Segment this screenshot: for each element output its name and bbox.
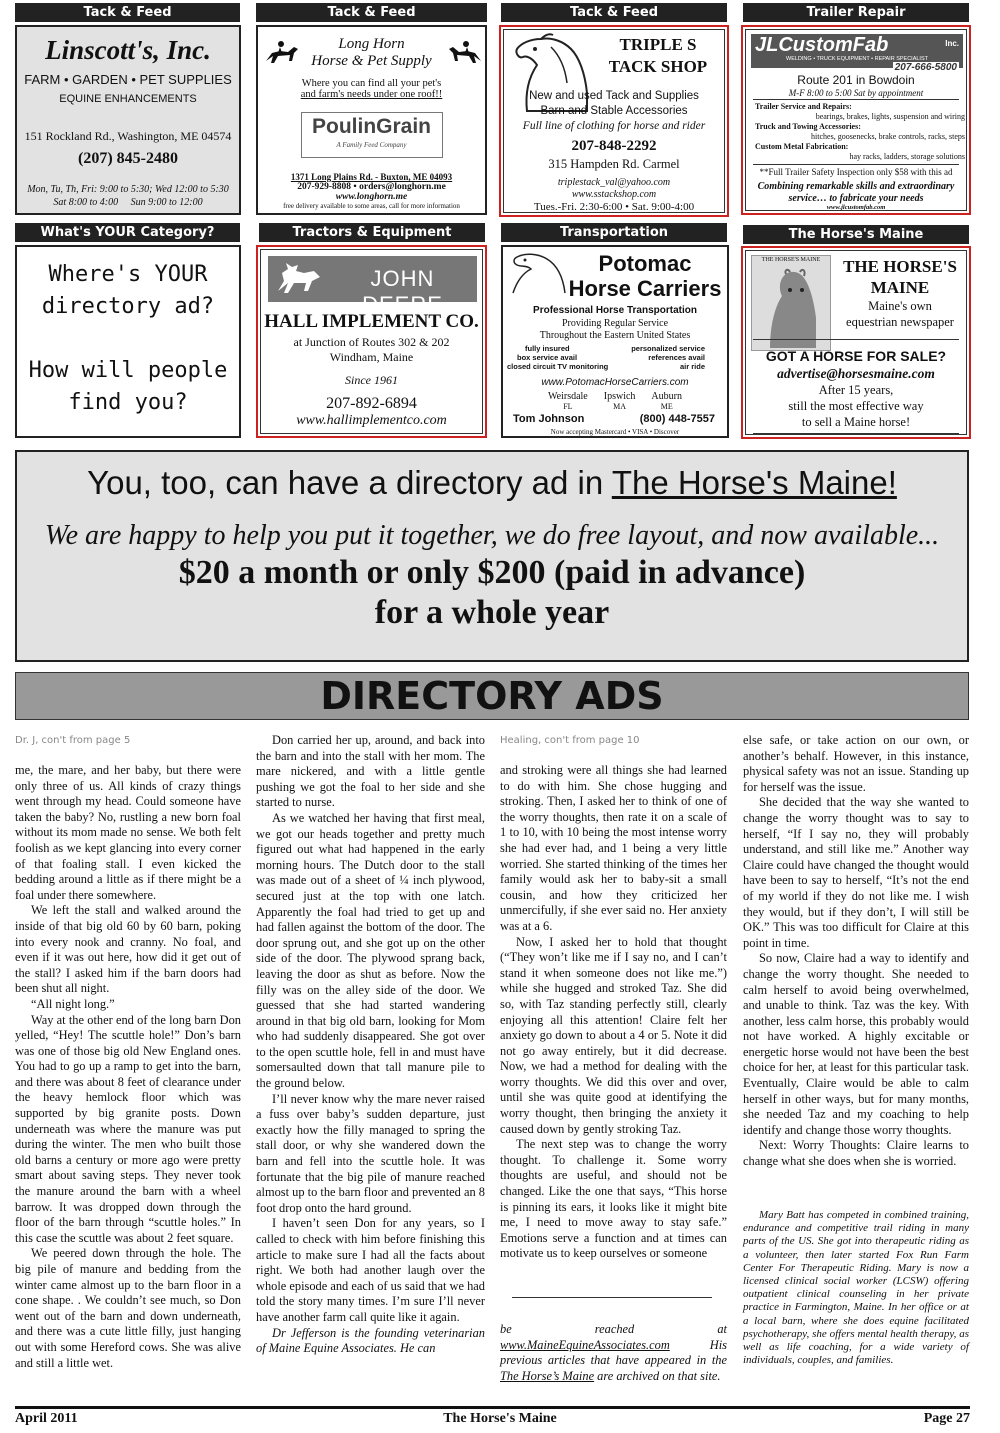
article-column-4 xyxy=(743,733,969,1170)
author-bio: Mary Batt has competed in combined training, endurance and competitive trail riding in many parts of the US. She got into therapeutic riding as a volunteer, then later started Fox Run Farm Center For Therapeutic Riding. Mary is now a licensed clinical social worker (LCSW) offering outpatient clinical counseling in her private practice in Farmington, Maine. In her office or at a local barn, where she does equine facilitated psychotherapy, she offers mental health therapy, as well as life coaching, for a wide variety of individuals, couples, and families. xyxy=(743,1209,969,1367)
jlcustomfab-service-detail: hitches, goosenecks, brake controls, racks, steps xyxy=(811,132,965,141)
linscotts-name: Linscott's, Inc. xyxy=(45,35,211,65)
jlcustomfab-divider xyxy=(753,164,959,165)
triples-web: www.sstackshop.com xyxy=(571,189,657,200)
ad-longhorn[interactable] xyxy=(256,25,487,215)
category-header-whats-your-category: What's YOUR Category? xyxy=(15,223,240,242)
category-header-tack-feed-1: Tack & Feed xyxy=(15,3,240,22)
triples-hours: Tues.-Fri. 2:30-6:00 • Sat. 9:00-4:00 xyxy=(533,201,695,213)
hall-web: www.hallimplementco.com xyxy=(296,413,447,428)
category-header-tractors-equipment: Tractors & Equipment xyxy=(259,223,485,242)
jlcustomfab-web: www.jlcustomfab.com xyxy=(826,204,886,211)
john-deere-logo-text: JOHN DEERE xyxy=(362,266,443,317)
article-paragraph: Don carried her up, around, and back into the barn and into the stall with her mom. The mare nickered, and with a little gentle pushing we got the foal to her side and she started to nurse. xyxy=(256,733,485,810)
potomac-locations xyxy=(503,392,727,412)
article-column-1 xyxy=(15,763,241,1371)
hall-since: Since 1961 xyxy=(345,373,398,387)
ad-potomac-horse-carriers[interactable] xyxy=(501,245,729,438)
hall-phone: 207-892-6894 xyxy=(326,395,417,412)
hall-name: HALL IMPLEMENT CO. xyxy=(264,311,479,332)
author-bio-text: are archived on that site. xyxy=(594,1368,721,1383)
potomac-feature: closed circuit TV monitoring xyxy=(507,362,609,371)
linscotts-address: 151 Rockland Rd., Washington, ME 04574 xyxy=(24,129,232,143)
footer-page-number: Page 27 xyxy=(923,1411,970,1426)
potomac-location-state: FL xyxy=(563,402,573,411)
continued-from-label: Healing, con't from page 10 xyxy=(500,735,640,746)
potomac-feature: box service avail xyxy=(517,353,578,362)
wheres-your-line3: How will people xyxy=(28,358,228,383)
article-paragraph: Now, I asked her to hold that thought (“They won’t like me if I say no, and I can’t stand it when someone does not like me.”) while she hugged and stroked Taz. She did so, with Taz standing perfectly still, clearly enjoying all this attention! Claire felt her anxiety go down to about a 4 or 5. Note it did not go away entirely, but it did decrease. Now, we had a method for dealing with the worry thoughts. We did this over and over, until she was quite good at identifying the worry thought, then bringing the anxiety it caused down by gently stroking Taz. xyxy=(500,934,727,1136)
ad-linscotts[interactable] xyxy=(15,25,241,215)
author-bio xyxy=(500,1322,727,1384)
promo-price: $20 a month or only $200 (paid in advance) xyxy=(178,554,806,591)
potomac-feature: fully insured xyxy=(525,344,570,353)
horsesmaine-after3: to sell a Maine horse! xyxy=(801,415,911,429)
ad-jl-custom-fab[interactable] xyxy=(741,25,971,215)
jlcustomfab-logo-text: JLCustomFab xyxy=(755,34,889,56)
triples-phone: 207-848-2292 xyxy=(571,138,657,154)
jlcustomfab-hours: M-F 8:00 to 5:00 Sat by appointment xyxy=(788,88,924,98)
jlcustomfab-service-heading: Custom Metal Fabrication: xyxy=(755,142,849,151)
longhorn-web: www.longhorn.me xyxy=(335,192,408,202)
article-paragraph: me, the mare, and her baby, but there were only three of us. All kinds of crazy things went through my head. Could someone have taken the baby? No, rustling a new born foal without its mom made no sense. We both felt foolish as we kept glancing into every corner of that foaling stall. I even kicked the bedding around a little as if there might be a foal under there somewhere. xyxy=(15,763,241,902)
linscotts-hours1: Mon, Tu, Th, Fri: 9:00 to 5:30; Wed 12:00 to 5:30 xyxy=(27,184,229,195)
promo-headline xyxy=(17,464,967,502)
longhorn-tag1: Where you can find all your pet's xyxy=(301,78,442,89)
jlcustomfab-route: Route 201 in Bowdoin xyxy=(797,73,915,87)
jlcustomfab-logo-phone: 207-666-5800 xyxy=(894,62,957,73)
longhorn-name2: Horse & Pet Supply xyxy=(311,53,432,69)
footer-rule xyxy=(15,1406,970,1409)
promo-line2: We are happy to help you put it together, we do free layout, and now available... xyxy=(44,520,940,551)
potomac-name1: Potomac xyxy=(598,251,692,276)
jlcustomfab-tag1: Combining remarkable skills and extraordinary xyxy=(757,181,955,192)
jlcustomfab-special: **Full Trailer Safety Inspection only $58 with this ad xyxy=(759,167,953,177)
jlcustomfab-service-heading: Truck and Towing Accessories: xyxy=(755,122,861,131)
triples-email: triplestack_val@yahoo.com xyxy=(557,177,671,188)
ad-hall-implement[interactable] xyxy=(256,245,487,438)
longhorn-phone-email: 207-929-8808 • orders@longhorn.me xyxy=(297,182,446,192)
jlcustomfab-logo-sub: WELDING • TRUCK EQUIPMENT • REPAIR SPECIALIST xyxy=(786,56,928,62)
category-header-transportation: Transportation xyxy=(501,223,727,242)
promo-year: for a whole year xyxy=(374,594,610,631)
horse-rider-icon xyxy=(264,37,300,67)
category-header-tack-feed-3: Tack & Feed xyxy=(501,3,727,22)
continued-from-label: Dr. J, con't from page 5 xyxy=(15,735,131,746)
author-bio-text: His previous articles that have appeared in the xyxy=(500,1337,727,1368)
deer-icon xyxy=(274,261,322,297)
potomac-location-state: MA xyxy=(613,402,627,411)
article-paragraph: She decided that the way she wanted to change the worry thought was to say to herself, “If I say no, they will probably understand, and still like me.” Another way Claire could have changed the thought would have been to say to herself, “It’s not the end of my world if they do not like me. I wish they would, but if they don’t, I will still be OK.” This was too difficult for Claire at this point in time. xyxy=(743,795,969,950)
newspaper-cover-image xyxy=(751,255,831,351)
potomac-location: Ipswich xyxy=(603,391,636,402)
horsesmaine-divider xyxy=(753,339,959,340)
horsesmaine-name1: THE HORSE'S xyxy=(843,257,957,276)
hall-address1: at Junction of Routes 302 & 202 xyxy=(293,335,450,349)
potomac-feature: air ride xyxy=(679,362,705,371)
jlcustomfab-service-detail: bearings, brakes, lights, suspension and wiring xyxy=(815,112,965,121)
article-paragraph: Next: Worry Thoughts: Claire learns to change what she does when she is worried. xyxy=(743,1138,969,1169)
category-header-trailer-repair: Trailer Repair xyxy=(743,3,969,22)
horse-head-icon xyxy=(507,251,569,295)
potomac-phone: (800) 448-7557 xyxy=(639,413,715,425)
triples-name1: TRIPLE S xyxy=(619,35,697,54)
potomac-contact: Tom Johnson xyxy=(513,413,585,425)
triples-line2: Barn and Stable Accessories xyxy=(540,105,688,117)
ad-triple-s[interactable] xyxy=(499,25,729,217)
horse-rider-icon xyxy=(447,37,483,67)
potomac-features xyxy=(507,344,723,371)
potomac-service2: Throughout the Eastern United States xyxy=(539,330,691,341)
wheres-your-line4: find you? xyxy=(68,390,188,415)
potomac-cards: Now accepting Mastercard • VISA • Discover xyxy=(550,428,680,436)
horsesmaine-divider xyxy=(753,433,959,434)
category-header-horses-maine: The Horse's Maine xyxy=(743,225,969,244)
article-paragraph: else safe, or take action on our own, or another’s behalf. However, in this instance, physical safety was not an issue. Standing up for herself was the issue. xyxy=(743,733,969,794)
horsesmaine-tag1: Maine's own xyxy=(868,299,932,313)
article-paragraph: The next step was to change the worry thought. To challenge it. Some worry thoughts are useful, and should not be changed. Like the one that says, “This horse is pinning its ears, it looks like it might bite me, I need to move away to stay safe.” Emotions serve a function and at times can motivate us to keep ourselves or someone xyxy=(500,1137,727,1261)
article-paragraph: I’ll never know why the mare never raised a fuss over baby’s sudden departure, just exactly how the filly managed to spring the stall door, or why she wandered down the barn and fell into the scuttle hole. It was fortunate that the big pile of manure reached almost up to the barn floor and prevented an 8 foot drop onto the hard ground. xyxy=(256,1091,485,1215)
author-bio-text: be reached at xyxy=(500,1322,727,1336)
article-column-2 xyxy=(256,733,485,1357)
horsesmaine-tag2: equestrian newspaper xyxy=(846,315,954,329)
triples-line3: Full line of clothing for horse and rider xyxy=(522,120,706,132)
jlcustomfab-tag2: service… to fabricate your needs xyxy=(788,193,924,204)
author-bio-column-3 xyxy=(500,1322,727,1384)
promo-headline-link: The Horse's Maine! xyxy=(611,464,897,501)
article-paragraph: “All night long.” xyxy=(31,996,115,1011)
triples-line1: New and used Tack and Supplies xyxy=(529,90,699,102)
poulin-grain-logo xyxy=(301,112,443,158)
article-paragraph: So now, Claire had a way to identify and change the worry thought. She needed to calm herself to avoid being overwhelmed, and unable to think. Taz was the key. With another, less calm horse, this probably would not have worked. A highly excitable or energetic horse would not have been the best choice for her, at least for this particular task. Eventually, Claire would be able to calm herself in other ways, but for many months, she needed Taz and my coaching to help identify and change those worry thoughts. xyxy=(743,951,969,1137)
jlcustomfab-service-detail: hay racks, ladders, storage solutions xyxy=(849,152,965,161)
longhorn-address: 1371 Long Plains Rd. - Buxton, ME 04093 xyxy=(290,172,453,182)
author-bio-link[interactable]: www.MaineEquineAssociates.com xyxy=(500,1337,670,1352)
footer-date: April 2011 xyxy=(15,1411,78,1426)
hall-address2: Windham, Maine xyxy=(329,350,414,364)
linscotts-hours2: Sat 8:00 to 4:00 Sun 9:00 to 12:00 xyxy=(53,197,203,208)
horsesmaine-email[interactable]: advertise@horsesmaine.com xyxy=(777,366,935,381)
author-bio-paper: The Horse’s Maine xyxy=(500,1368,595,1383)
horsesmaine-name2: MAINE xyxy=(870,278,930,297)
author-bio-column-4 xyxy=(743,1209,969,1367)
horsesmaine-after2: still the most effective way xyxy=(788,399,924,413)
article-paragraph: and stroking were all things she had learned to do with him. She chose hugging and stroking. Then, I asked her to think of one of the worry thoughts, then rate it on a scale of 1 to 10, with 10 being the most intense worry she had ever had, and 1 being a very little worried. She started thinking of the times her family would ask her to baby-sit a small cousin, and how they criticized her unmercifully, if she ever said no. Her anxiety was at a 6. xyxy=(500,763,727,933)
footer-paper-name: The Horse's Maine xyxy=(443,1411,557,1426)
article-paragraph: We left the stall and walked around the inside of that big old 60 by 60 barn, poking into every nook and cranny. No foal, and even if it was out here, how did it get out of the stall? I asked him if the barn doors had been shut all night. xyxy=(15,903,241,996)
linscotts-line1: FARM • GARDEN • PET SUPPLIES xyxy=(24,72,232,87)
article-paragraph: I haven’t seen Don for any years, so I called to check with him before finishing this article to make sure I had all the facts about right. We both had another laugh over the whole episode and each of us said that we had told the story many times. I’m sure I’ll never have another farm call quite like it again. xyxy=(256,1216,485,1324)
directory-ads-banner: DIRECTORY ADS xyxy=(15,672,969,720)
ad-the-horses-maine[interactable] xyxy=(741,246,971,439)
jlcustomfab-services xyxy=(755,102,965,162)
potomac-location-state: ME xyxy=(660,402,673,411)
wheres-your-line1: Where's YOUR xyxy=(48,262,208,287)
longhorn-delivery: free delivery available to some areas, call for more information xyxy=(283,202,460,210)
jlcustomfab-service-heading: Trailer Service and Repairs: xyxy=(755,102,852,111)
directory-promo-box xyxy=(15,450,969,662)
potomac-location: Auburn xyxy=(651,391,682,402)
jlcustomfab-divider xyxy=(753,99,959,100)
potomac-service1: Providing Regular Service xyxy=(561,318,669,329)
poulin-grain-logo-sub: A Family Feed Company xyxy=(336,141,407,149)
article-paragraph: As we watched her having that first meal, we got our heads together and pretty much figured out what had happened in the early morning hours. The Dutch door to the stall was made out of a sheet of ¼ inch plywood, secured just at the top with one latch. Apparently the foal had tried to get up and had fallen against the bottom of the door. The door sprung out, and she got up on the other side of the door. The plywood sprang back, leaving the door as shut as before. Now the filly was on the alley side of the door. We guessed that she had started wandering around in that big old barn, looking for Mom who had suddenly disappeared. She got over to the open scuttle hole, fell in and must have somersaulted down that tall manure pile to the ground below. xyxy=(256,810,485,1091)
jlcustomfab-logo-inc: Inc. xyxy=(945,39,959,48)
horsesmaine-sale: GOT A HORSE FOR SALE? xyxy=(765,348,947,364)
potomac-sub: Professional Horse Transportation xyxy=(533,305,697,316)
potomac-name2: Horse Carriers xyxy=(568,276,722,301)
horse-portrait-icon xyxy=(760,268,822,348)
author-bio: Dr Jefferson is the founding veterinarian of Maine Equine Associates. He can xyxy=(256,1325,485,1356)
horsesmaine-after1: After 15 years, xyxy=(818,383,894,397)
longhorn-name1: Long Horn xyxy=(338,36,405,52)
triples-name2: TACK SHOP xyxy=(608,57,708,76)
triples-address: 315 Hampden Rd. Carmel xyxy=(548,157,680,171)
article-column-3 xyxy=(500,763,727,1262)
article-paragraph: Way at the other end of the long barn Don yelled, “Hey! The scuttle hole!” Don’s barn was one of those big old New England ones. You had to go up a ramp to get into the barn, and there was about 8 feet of clearance under the heavy hemlock floor which was supported by big granite posts. Down underneath was where the manure was put during the winter. The men who built those old barns a century or more ago were pretty smart about saving steps. They never took the manure around the barn with a wheel barrow. It was dropped down through the floor of the barn through “scuttle holes.” In this case the scuttle was about 2 feet square. xyxy=(15,1012,241,1245)
article-paragraph: We peered down through the hole. The big pile of manure and bedding from the winter came almost up to the barn floor in a cone shape. . We couldn’t see much, so Don went out of the barn and down underneath, and there was a cute little filly, just hanging out with some Hereford cows. She was alive and still a little wet. xyxy=(15,1246,241,1370)
category-header-tack-feed-2: Tack & Feed xyxy=(256,3,487,22)
wheres-your-line2: directory ad? xyxy=(41,294,215,319)
longhorn-tag2: and farm's needs under one roof!! xyxy=(300,89,443,100)
linscotts-phone: (207) 845-2480 xyxy=(78,150,178,167)
poulin-grain-logo-text: PoulinGrain xyxy=(311,115,431,138)
potomac-feature: references avail xyxy=(648,353,705,362)
newspaper-cover-title: THE HORSE'S MAINE xyxy=(761,257,821,263)
potomac-location: Weirsdale xyxy=(548,391,588,402)
article-end-rule xyxy=(512,1297,712,1298)
john-deere-logo xyxy=(268,256,477,317)
potomac-web: www.PotomacHorseCarriers.com xyxy=(541,377,689,388)
potomac-feature: personalized service xyxy=(631,344,705,353)
promo-headline-text: You, too, can have a directory ad in xyxy=(87,464,612,501)
linscotts-line2: EQUINE ENHANCEMENTS xyxy=(59,93,197,105)
ad-wheres-your-directory-ad[interactable] xyxy=(15,245,241,438)
